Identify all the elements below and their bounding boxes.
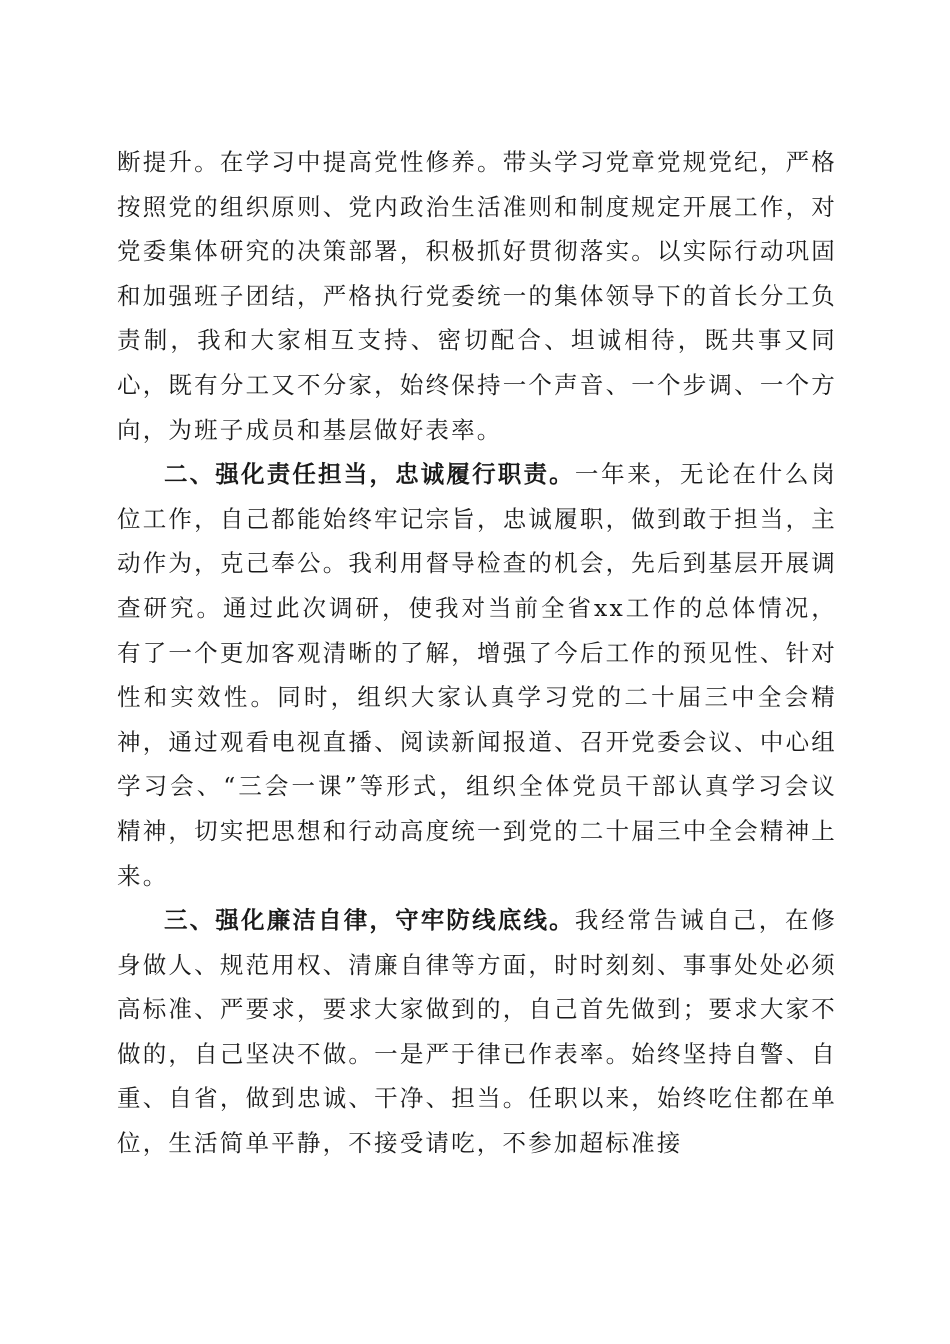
paragraph-text: 一年来，无论在什么岗位工作，自己都能始终牢记宗旨，忠诚履职，做到敢于担当，主动作为，克己奉公。我利用督导检查的机会，先后到基层开展调查研究。通过此次调研，使我对当前全省xx工作的总体情况，有了一个更加客观清晰的了解，增强了今后工作的预见性、针对性和实效性。同时，组织大家认真学习党的二十届三中全会精神，通过观看电视直播、阅读新闻报道、召开党委会议、中心组学习会、“三会一课”等形式，组织全体党员干部认真学习会议精神，切实把思想和行动高度统一到党的二十届三中全会精神上来。 (117, 460, 837, 890)
paragraph-text: 我经常告诫自己，在修身做人、规范用权、清廉自律等方面，时时刻刻、事事处处必须高标准、严要求，要求大家做到的，自己首先做到；要求大家不做的，自己坚决不做。一是严于律已作表率。始终坚持自警、自重、自省，做到忠诚、干净、担当。任职以来，始终吃住都在单位，生活简单平静，不接受请吃，不参加超标准接 (117, 906, 837, 1158)
paragraph-continuation (117, 140, 837, 452)
paragraph-section-three (117, 898, 837, 1166)
paragraph-text: 断提升。在学习中提高党性修养。带头学习党章党规党纪，严格按照党的组织原则、党内政治生活准则和制度规定开展工作，对党委集体研究的决策部署，积极抓好贯彻落实。以实际行动巩固和加强班子团结，严格执行党委统一的集体领导下的首长分工负责制，我和大家相互支持、密切配合、坦诚相待，既共事又同心，既有分工又不分家，始终保持一个声音、一个步调、一个方向，为班子成员和基层做好表率。 (117, 148, 837, 444)
paragraph-section-two (117, 452, 837, 898)
document-body (117, 140, 837, 1166)
section-heading: 三、强化廉洁自律，守牢防线底线。 (164, 906, 575, 935)
section-heading: 二、强化责任担当，忠诚履行职责。 (164, 460, 575, 489)
